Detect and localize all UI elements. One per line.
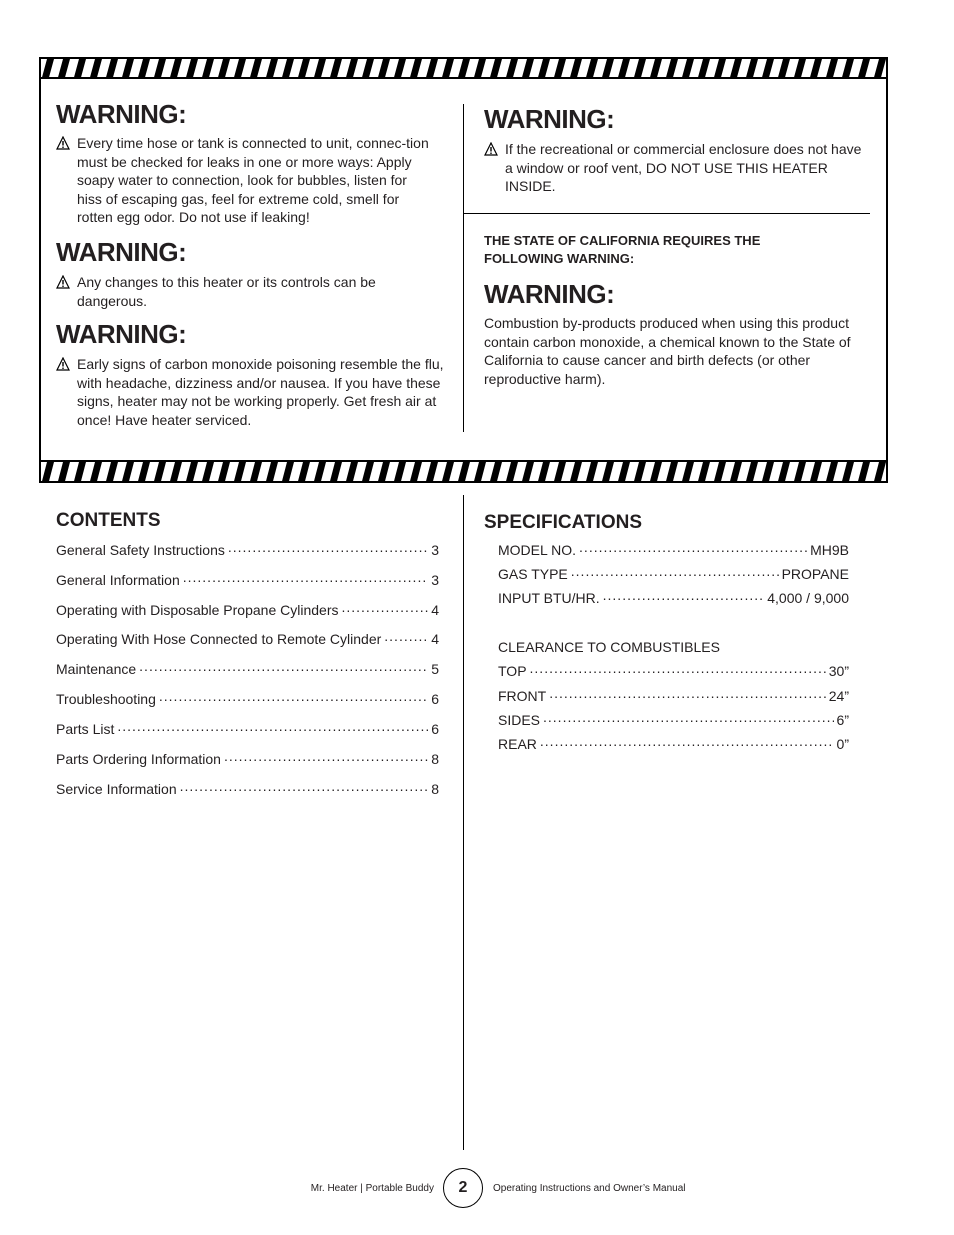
warning-title-1: WARNING: bbox=[56, 99, 187, 129]
contents-page: 8 bbox=[431, 781, 439, 797]
contents-label: Operating with Disposable Propane Cylinders bbox=[56, 602, 339, 618]
contents-label: Maintenance bbox=[56, 661, 137, 677]
contents-row[interactable] bbox=[56, 781, 439, 797]
warning-triangle-icon bbox=[484, 142, 498, 156]
contents-label: Operating With Hose Connected to Remote Cylinder bbox=[56, 631, 382, 647]
clearance-row bbox=[498, 688, 849, 704]
contents-page: 3 bbox=[431, 572, 439, 588]
spec-label: INPUT BTU/HR. bbox=[498, 590, 600, 606]
clearance-row bbox=[498, 663, 849, 679]
warning-triangle-icon bbox=[56, 357, 70, 371]
contents-page: 6 bbox=[431, 691, 439, 707]
clearance-label: REAR bbox=[498, 736, 537, 752]
clearance-label: SIDES bbox=[498, 712, 541, 728]
clearance-value: 24” bbox=[828, 688, 849, 704]
contents-page: 3 bbox=[431, 542, 439, 558]
footer-right: Operating Instructions and Owner’s Manual bbox=[493, 1183, 686, 1194]
contents-label: Troubleshooting bbox=[56, 691, 156, 707]
dot-leader bbox=[117, 718, 428, 734]
warning-item-1 bbox=[56, 134, 431, 227]
warning-title-2: WARNING: bbox=[56, 237, 187, 267]
warning-item-3 bbox=[56, 355, 446, 429]
spec-value: PROPANE bbox=[781, 566, 849, 582]
dot-leader bbox=[228, 539, 428, 555]
dot-leader bbox=[549, 685, 826, 701]
contents-row[interactable] bbox=[56, 691, 439, 707]
dot-leader bbox=[543, 709, 834, 725]
clearance-value: 6” bbox=[836, 712, 849, 728]
clearance-value: 0” bbox=[836, 736, 849, 752]
contents-row[interactable] bbox=[56, 751, 439, 767]
spec-label: GAS TYPE bbox=[498, 566, 568, 582]
contents-page: 4 bbox=[431, 602, 439, 618]
clearance-title: CLEARANCE TO COMBUSTIBLES bbox=[498, 639, 720, 655]
spec-row bbox=[498, 542, 849, 558]
dot-leader bbox=[341, 599, 428, 615]
contents-row[interactable] bbox=[56, 572, 439, 588]
contents-title: CONTENTS bbox=[56, 510, 161, 531]
contents-row[interactable] bbox=[56, 721, 439, 737]
dot-leader bbox=[183, 569, 428, 585]
clearance-label: FRONT bbox=[498, 688, 547, 704]
specifications-title: SPECIFICATIONS bbox=[484, 512, 642, 533]
dot-leader bbox=[384, 628, 428, 644]
california-warning-text: Combustion by-products produced when using this product contain carbon monoxide, a chemical known to the State of California to cause cancer and birth defects (or other reproductive harm). bbox=[484, 315, 851, 387]
contents-label: General Information bbox=[56, 572, 180, 588]
contents-row[interactable] bbox=[56, 661, 439, 677]
dot-leader bbox=[603, 587, 765, 603]
dot-leader bbox=[180, 778, 429, 794]
warning-item-4 bbox=[484, 140, 869, 196]
contents-label: Service Information bbox=[56, 781, 177, 797]
spec-value: MH9B bbox=[810, 542, 849, 558]
contents-row[interactable] bbox=[56, 542, 439, 558]
contents-page: 8 bbox=[431, 751, 439, 767]
warning-title-4: WARNING: bbox=[484, 104, 615, 134]
contents-row[interactable] bbox=[56, 602, 439, 618]
contents-label: Parts Ordering Information bbox=[56, 751, 221, 767]
clearance-row bbox=[498, 712, 849, 728]
dot-leader bbox=[571, 563, 779, 579]
contents-label: Parts List bbox=[56, 721, 115, 737]
dot-leader bbox=[540, 733, 834, 749]
spec-value: 4,000 / 9,000 bbox=[767, 590, 849, 606]
contents-label: General Safety Instructions bbox=[56, 542, 225, 558]
warning-triangle-icon bbox=[56, 275, 70, 289]
spec-row bbox=[498, 566, 849, 582]
page-number: 2 bbox=[443, 1168, 483, 1208]
warning-column-divider bbox=[463, 104, 464, 432]
contents-row[interactable] bbox=[56, 631, 439, 647]
warning-text-2: Any changes to this heater or its controls can be dangerous. bbox=[77, 274, 376, 309]
warning-title-3: WARNING: bbox=[56, 319, 187, 349]
warning-title-california: WARNING: bbox=[484, 279, 615, 309]
dot-leader bbox=[159, 688, 428, 704]
california-notice: THE STATE OF CALIFORNIA REQUIRES THE FOLLOWING WARNING: bbox=[484, 233, 761, 266]
warning-text-4: If the recreational or commercial enclosure does not have a window or roof vent, DO NOT USE THIS HEATER INSIDE. bbox=[505, 141, 862, 194]
spec-row bbox=[498, 590, 849, 606]
contents-page: 4 bbox=[431, 631, 439, 647]
hazard-stripe-bottom bbox=[39, 460, 888, 483]
dot-leader bbox=[530, 660, 826, 676]
footer-left: Mr. Heater | Portable Buddy bbox=[310, 1183, 434, 1194]
contents-page: 6 bbox=[431, 721, 439, 737]
spec-label: MODEL NO. bbox=[498, 542, 577, 558]
dot-leader bbox=[579, 539, 807, 555]
lower-column-divider bbox=[463, 495, 464, 1150]
warning-text-1: Every time hose or tank is connected to unit, connec-tion must be checked for leaks in one or more ways: Apply soapy water to connection, look for bubbles, listen for hiss of escaping gas, feel for extreme cold, smell for rotten egg odor. Do not use if leaking! bbox=[77, 135, 429, 225]
california-divider bbox=[463, 213, 870, 214]
dot-leader bbox=[139, 658, 428, 674]
clearance-label: TOP bbox=[498, 663, 527, 679]
dot-leader bbox=[224, 748, 428, 764]
warning-triangle-icon bbox=[56, 136, 70, 150]
warning-text-3: Early signs of carbon monoxide poisoning resemble the flu, with headache, dizziness and/or nausea. If you have these signs, heater may not be working properly. Get fresh air at once! Have heater serviced. bbox=[77, 356, 444, 428]
contents-page: 5 bbox=[431, 661, 439, 677]
clearance-value: 30” bbox=[828, 663, 849, 679]
warning-item-2 bbox=[56, 273, 431, 310]
clearance-row bbox=[498, 736, 849, 752]
